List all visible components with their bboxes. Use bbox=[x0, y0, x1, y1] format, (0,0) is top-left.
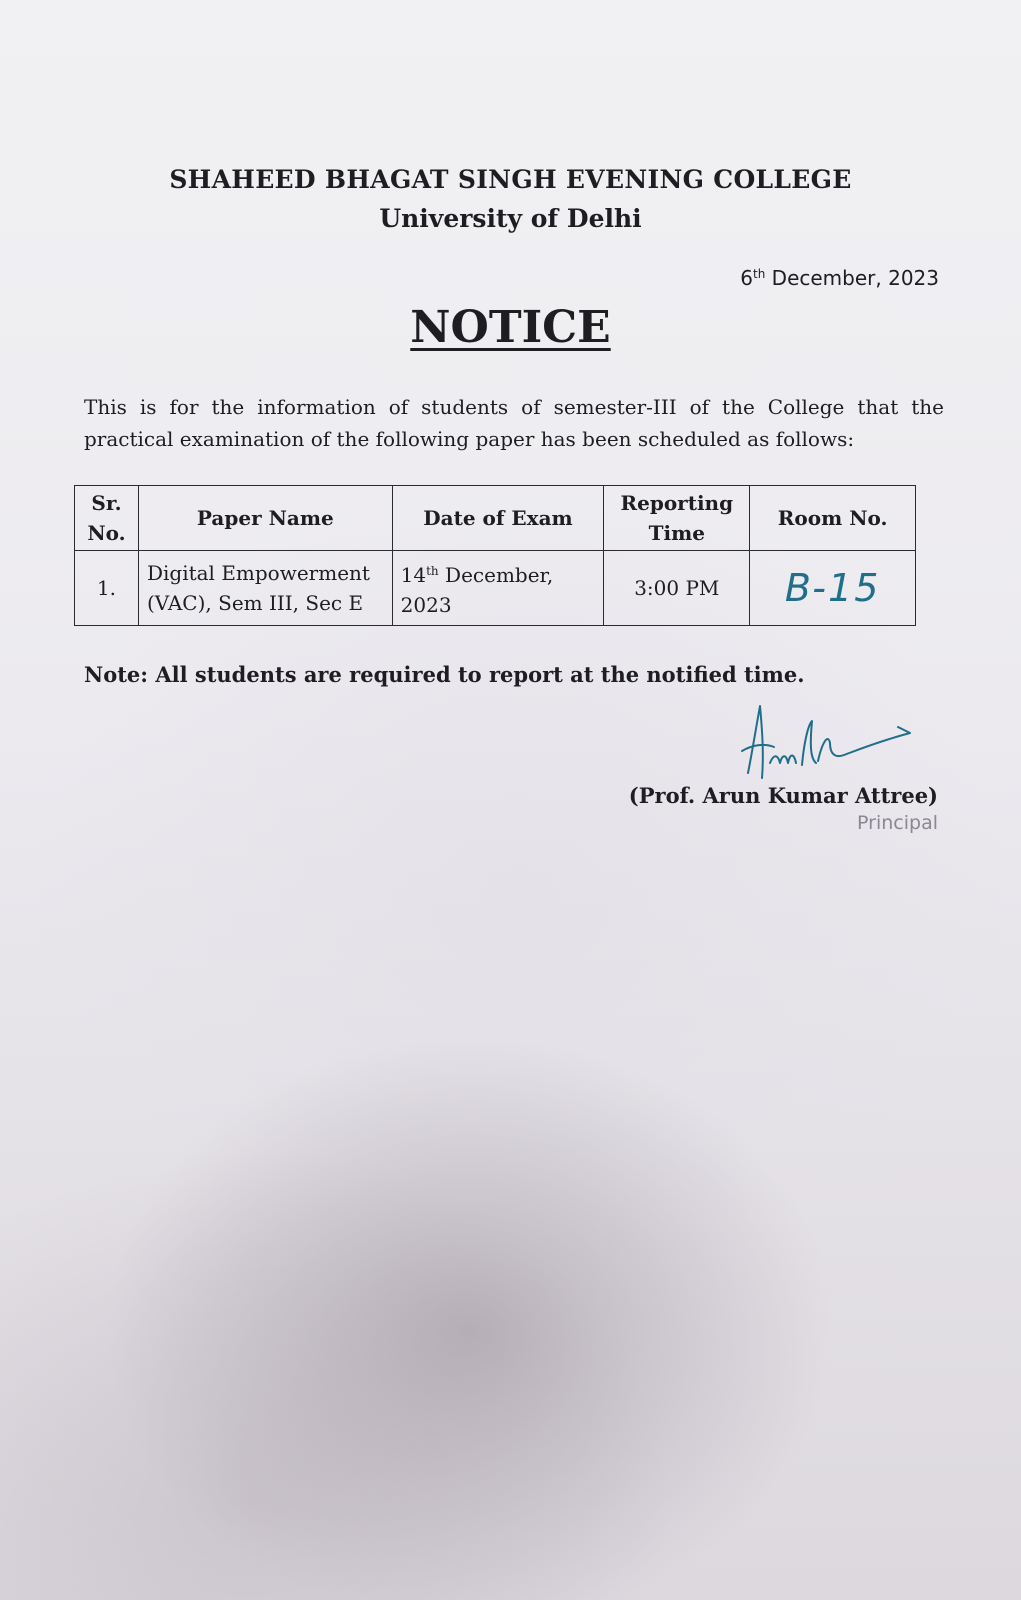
notice-date-rest: December, 2023 bbox=[765, 266, 939, 290]
signature-scribble-icon bbox=[740, 703, 920, 788]
table-row bbox=[75, 551, 916, 626]
cell-date-year: 2023 bbox=[400, 593, 452, 617]
cell-reporting-time: 3:00 PM bbox=[604, 551, 750, 626]
cell-paper-line1: Digital Empowerment bbox=[146, 561, 370, 585]
notice-date-suffix: th bbox=[753, 267, 766, 281]
header-reporting-time bbox=[604, 486, 750, 551]
cell-date-day: 14 bbox=[400, 563, 427, 587]
intro-paragraph: This is for the information of students of semester-III of the College that the practical examination of the following paper has been scheduled as follows: bbox=[84, 395, 944, 451]
cell-date-rest: December, bbox=[438, 563, 554, 587]
note-text: Note: All students are required to report at the notified time. bbox=[84, 662, 805, 687]
cell-date-of-exam bbox=[392, 551, 604, 626]
notice-date bbox=[740, 266, 939, 290]
signatory-designation: Principal bbox=[857, 812, 938, 834]
header-sr-line2: No. bbox=[87, 521, 126, 545]
header-sr-line1: Sr. bbox=[91, 491, 122, 515]
cell-sr: 1. bbox=[75, 551, 139, 626]
university-name: University of Delhi bbox=[379, 204, 642, 233]
cell-paper-name bbox=[138, 551, 392, 626]
header-date-of-exam: Date of Exam bbox=[392, 486, 604, 551]
page-title: NOTICE bbox=[410, 302, 611, 353]
header-sr-no bbox=[75, 486, 139, 551]
cell-date-suffix: th bbox=[426, 564, 439, 578]
header-time-line2: Time bbox=[648, 521, 705, 545]
header-time-line1: Reporting bbox=[620, 491, 734, 515]
signatory-name: (Prof. Arun Kumar Attree) bbox=[628, 783, 938, 808]
cell-paper-line2: (VAC), Sem III, Sec E bbox=[146, 591, 364, 615]
header-paper-name: Paper Name bbox=[138, 486, 392, 551]
schedule-table bbox=[74, 485, 916, 626]
header-room-no: Room No. bbox=[750, 486, 916, 551]
notice-date-day: 6 bbox=[740, 266, 753, 290]
table-header-row bbox=[75, 486, 916, 551]
college-name: SHAHEED BHAGAT SINGH EVENING COLLEGE bbox=[169, 165, 852, 194]
cell-room-no: B-15 bbox=[750, 551, 916, 626]
